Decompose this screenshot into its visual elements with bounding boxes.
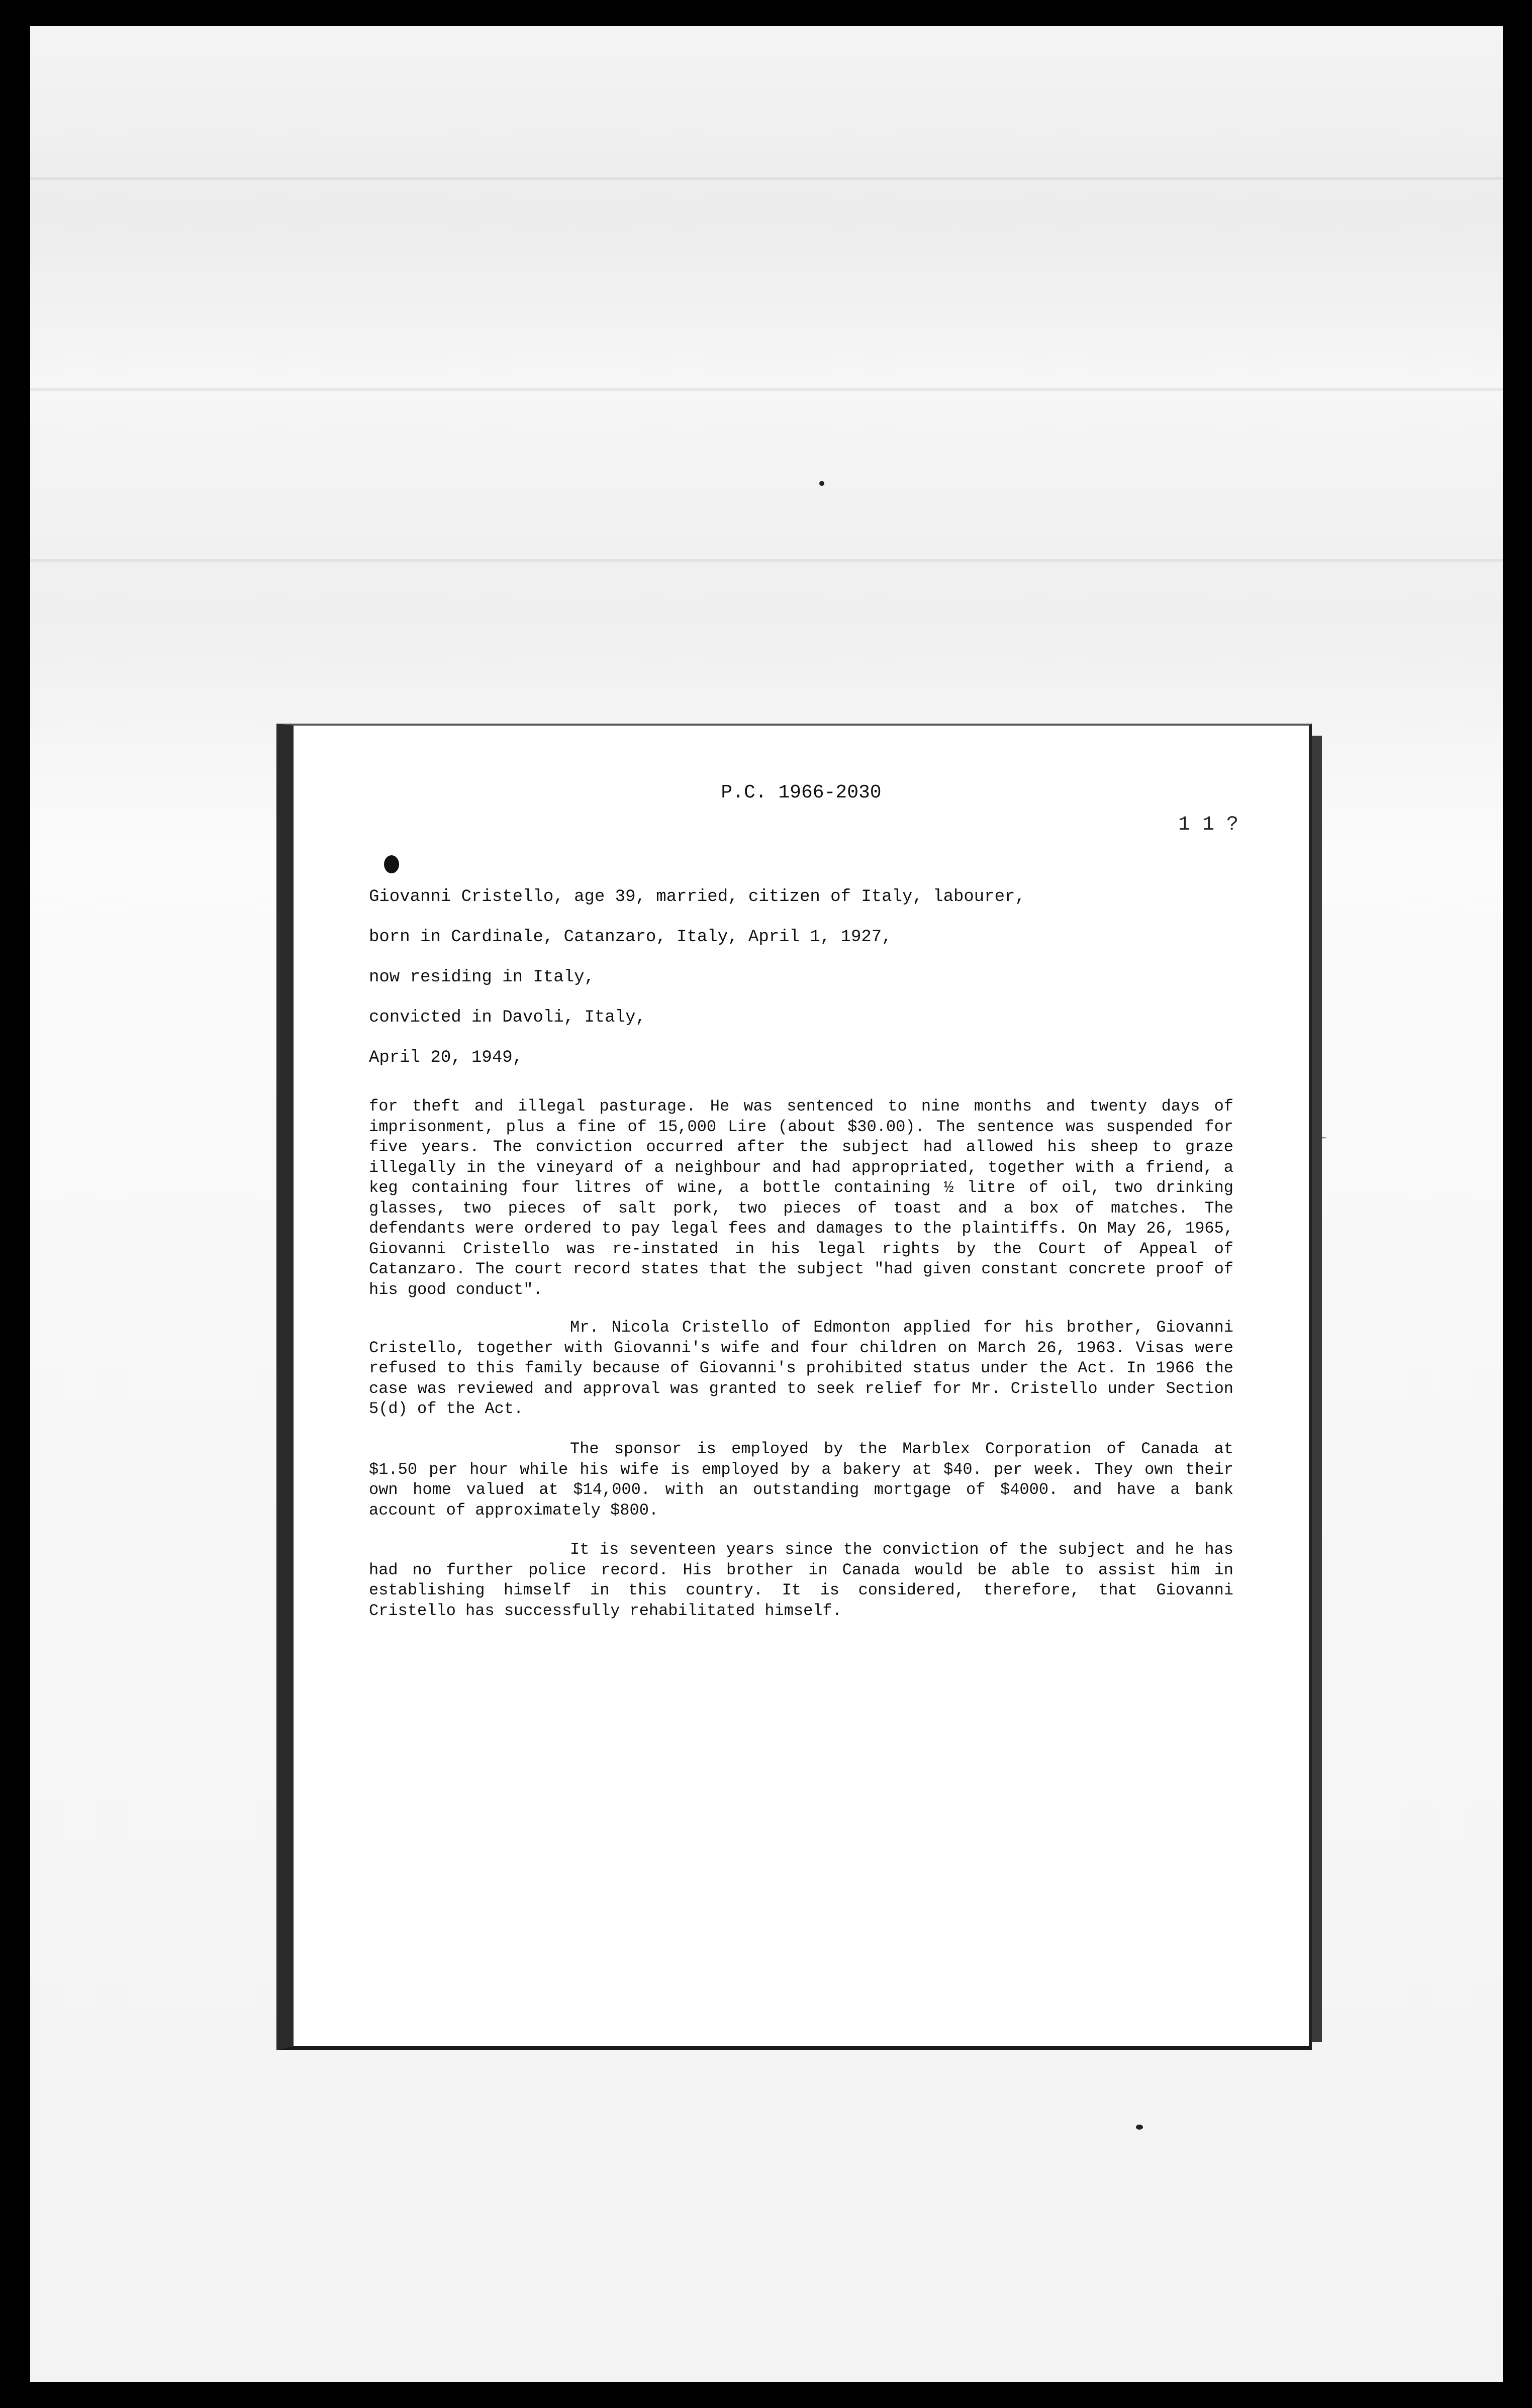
sponsor-employment-paragraph: The sponsor is employed by the Marblex Corporation of Canada at $1.50 per hour while his wife is employed by a bakery at $40. per week. They own their own home valued at $14,000. with an outstanding mortgage of $4000. and have a bank account of approximately $800. [369, 1440, 1233, 1520]
film-streak [30, 177, 1503, 180]
conviction-paragraph: for theft and illegal pasturage. He was sentenced to nine months and twenty days of imprisonment, plus a fine of 15,000 Lire (about $30.00). The sentence was suspended for five years. The conviction occurred after the subject had allowed his sheep to graze illegally in the vineyard of a neighbour and had appropriated, together with a friend, a keg containing four litres of wine, a bottle containing ½ litre of oil, two drinking glasses, two pieces of salt pork, two pieces of toast and a box of matches. The defendants were ordered to pay legal fees and damages to the plaintiffs. On May 26, 1965, Giovanni Cristello was re-instated in his legal rights by the Court of Appeal of Catanzaro. The court record states that the subject "had given constant concrete proof of his good conduct". [369, 1097, 1233, 1299]
film-streak [30, 388, 1503, 391]
typed-page [276, 724, 1312, 2050]
sponsorship-paragraph: Mr. Nicola Cristello of Edmonton applied for his brother, Giovanni Cristello, together with Giovanni's wife and four children on March 26, 1963. Visas were refused to this family because of Giovanni's prohibited status under the Act. In 1966 the case was reviewed and approval was granted to seek relief for Mr. Cristello under Section 5(d) of the Act. [369, 1318, 1233, 1418]
rehabilitation-paragraph: It is seventeen years since the conviction of the subject and he has had no further police record. His brother in Canada would be able to assist him in establishing himself in this country. It is considered, therefore, that Giovanni Cristello has successfully rehabilitated himself. [369, 1540, 1233, 1620]
page-edge-shadow [1312, 736, 1322, 2042]
page-number-mark: 1 1 ? [1178, 814, 1238, 836]
subject-line: Giovanni Cristello, age 39, married, citizen of Italy, labourer, [369, 887, 1025, 907]
film-speck [1136, 2125, 1143, 2130]
subject-line: convicted in Davoli, Italy, [369, 1008, 646, 1027]
film-streak [30, 559, 1503, 562]
punch-hole [384, 855, 399, 873]
subject-line: April 20, 1949, [369, 1048, 523, 1067]
subject-line: now residing in Italy, [369, 968, 595, 987]
film-speck [819, 481, 824, 486]
order-number-header: P.C. 1966-2030 [721, 782, 882, 804]
microfilm-frame [30, 26, 1503, 2382]
subject-line: born in Cardinale, Catanzaro, Italy, April 1, 1927, [369, 928, 892, 947]
